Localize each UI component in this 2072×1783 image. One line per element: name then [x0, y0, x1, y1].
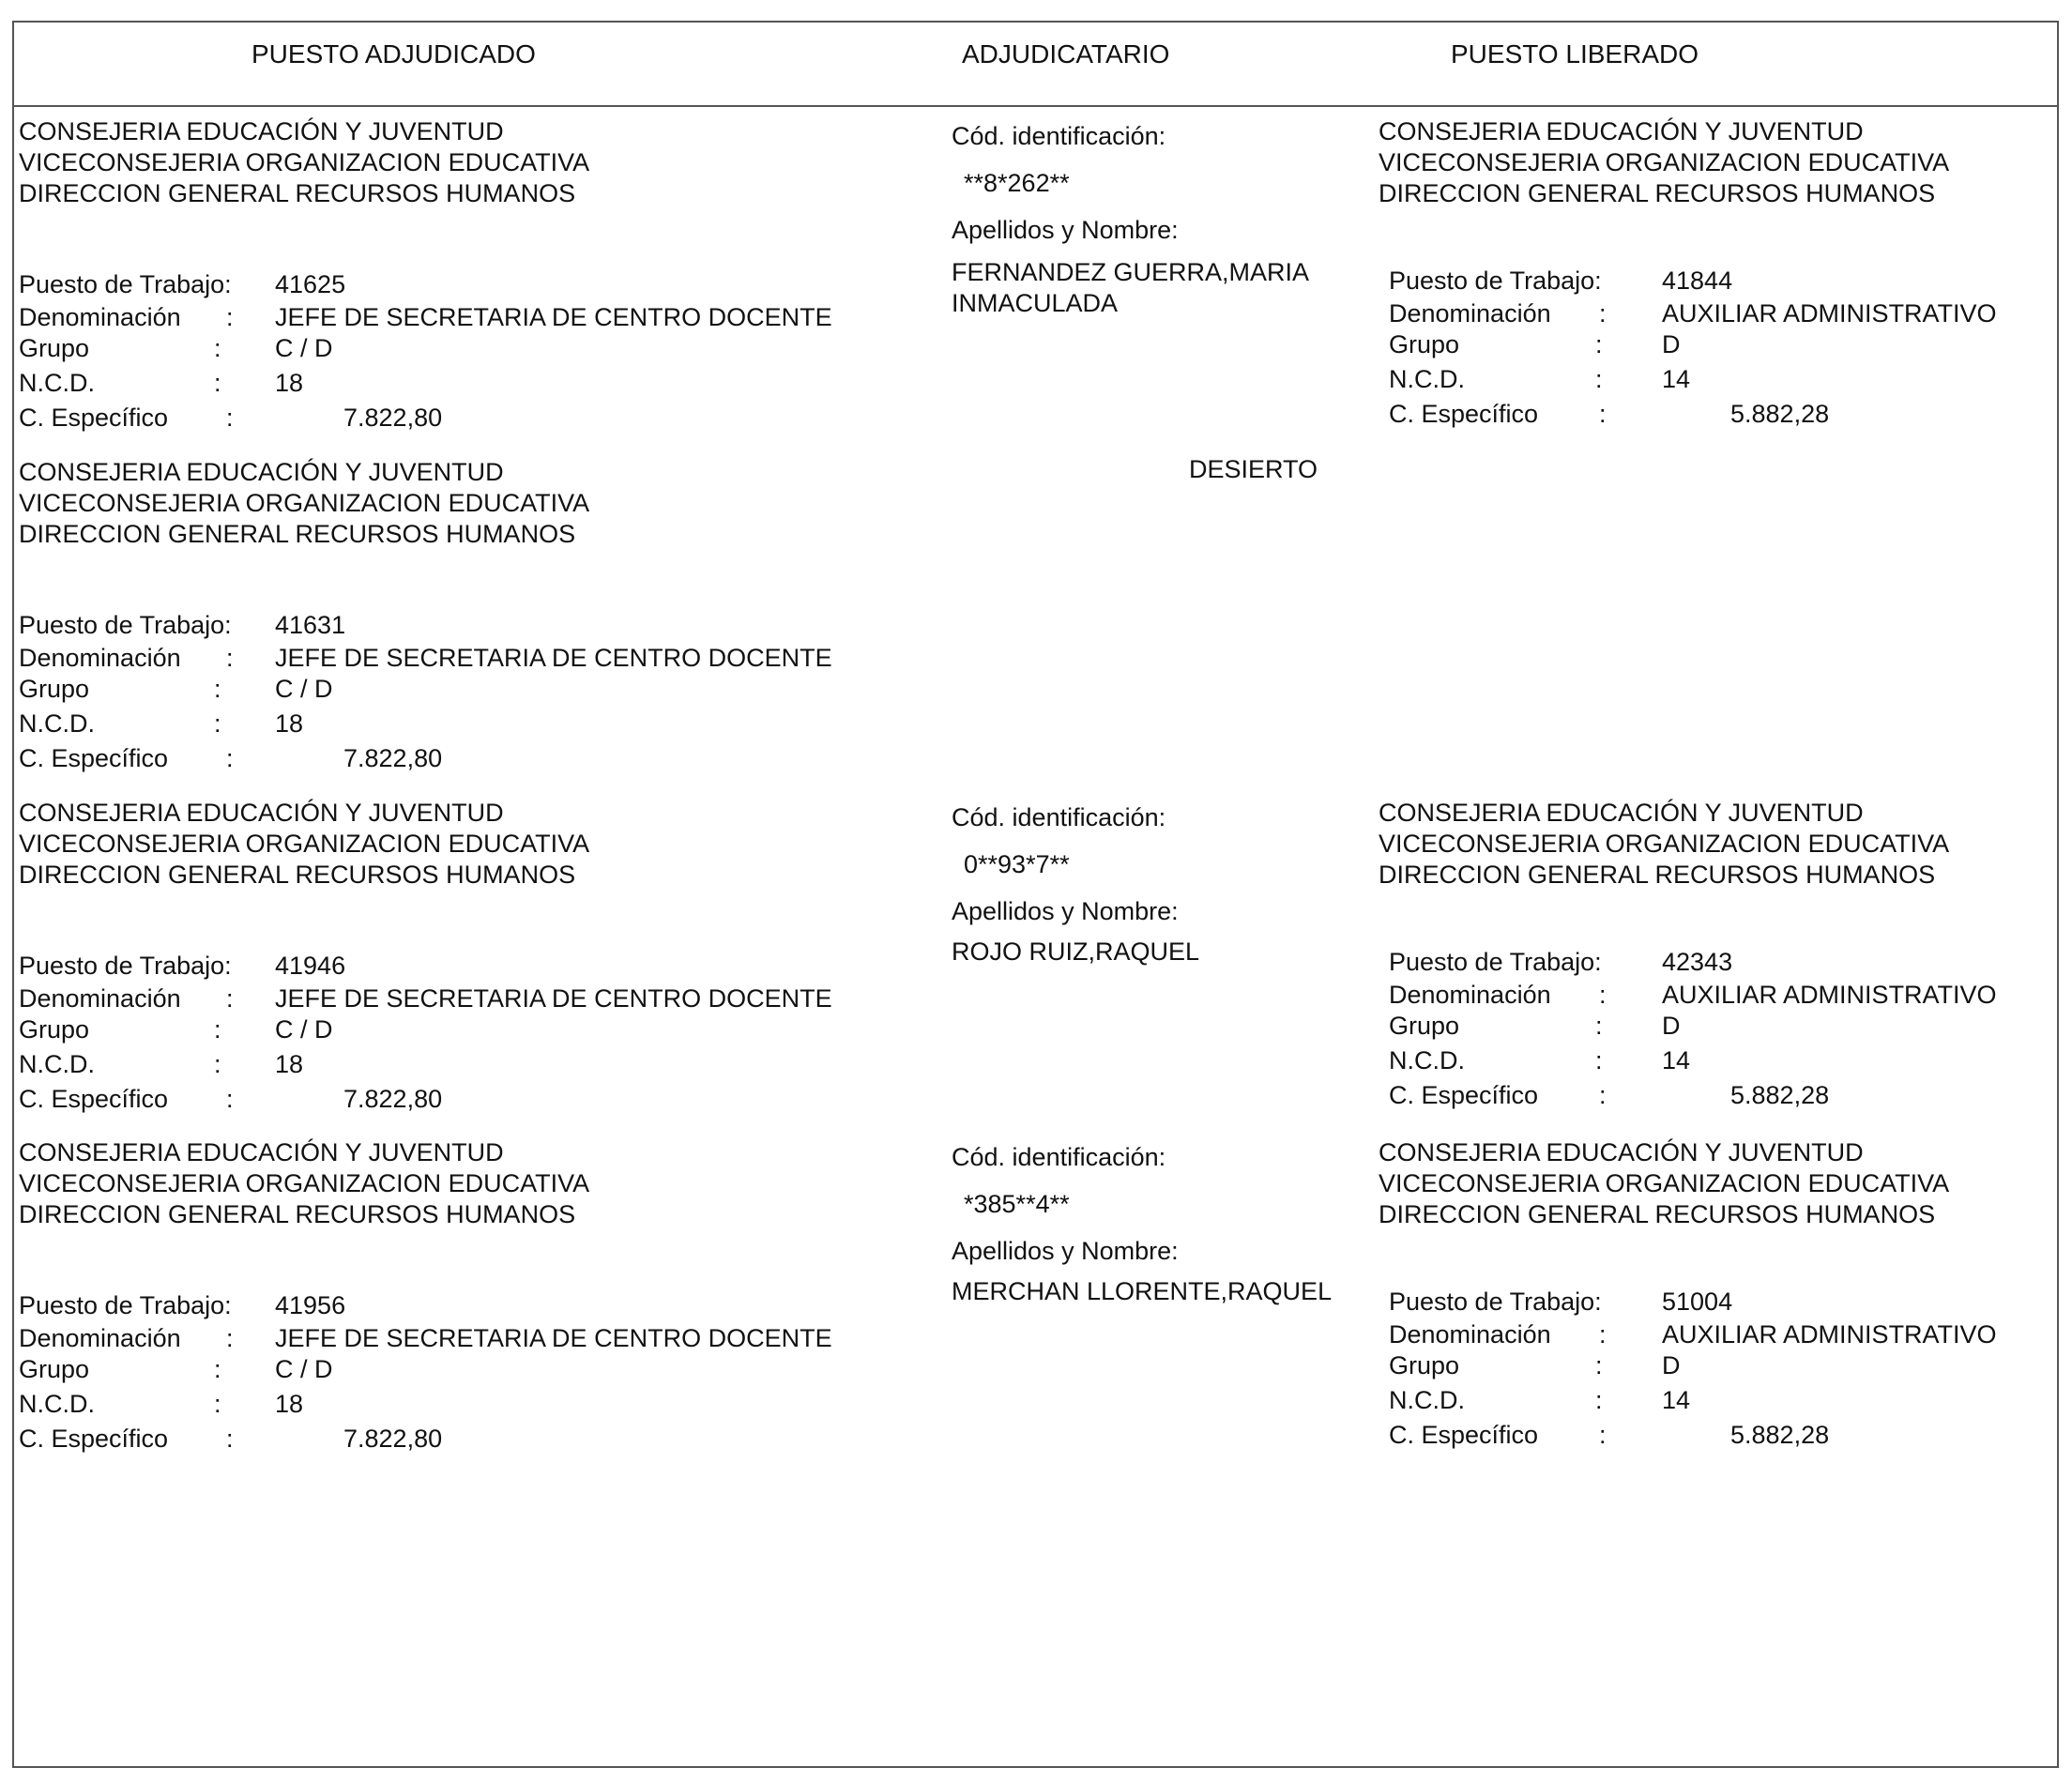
- nombre-line-2: INMACULADA: [952, 289, 1119, 317]
- grupo-value: D: [1662, 1351, 1681, 1379]
- nombre-line-1: FERNANDEZ GUERRA,MARIA: [952, 258, 1310, 286]
- grupo-value: D: [1662, 330, 1681, 358]
- puesto-label: Puesto de Trabajo:: [19, 270, 232, 298]
- grupo-label: Grupo: [19, 675, 90, 703]
- c-especifico-value: 7.822,80: [343, 1425, 443, 1453]
- puesto-value: 51004: [1662, 1288, 1733, 1316]
- ncd-label: N.C.D.: [19, 369, 95, 397]
- adjudicado-org-block: [19, 1137, 589, 1230]
- colon: :: [1595, 1012, 1603, 1040]
- ncd-label: N.C.D.: [19, 1390, 95, 1418]
- ncd-value: 18: [275, 709, 304, 738]
- denominacion-value: JEFE DE SECRETARIA DE CENTRO DOCENTE: [275, 644, 832, 672]
- c-especifico-value: 5.882,28: [1730, 1421, 1830, 1449]
- cod-identificacion-label: Cód. identificación:: [952, 122, 1166, 150]
- header-divider: [12, 105, 2059, 107]
- org-line: DIRECCION GENERAL RECURSOS HUMANOS: [19, 861, 576, 889]
- colon: :: [1599, 1320, 1607, 1349]
- colon: :: [1595, 365, 1603, 393]
- c-especifico-value: 7.822,80: [343, 744, 443, 772]
- denominacion-value: AUXILIAR ADMINISTRATIVO: [1662, 1320, 1997, 1349]
- ncd-value: 14: [1662, 1046, 1691, 1074]
- org-line: DIRECCION GENERAL RECURSOS HUMANOS: [19, 179, 576, 207]
- liberado-org-block: [1379, 116, 1949, 209]
- colon: :: [1595, 1046, 1603, 1074]
- c-especifico-value: 5.882,28: [1730, 1081, 1830, 1109]
- apellidos-nombre-label: Apellidos y Nombre:: [952, 216, 1179, 244]
- header-puesto-liberado: PUESTO LIBERADO: [1451, 39, 1699, 69]
- colon: :: [214, 369, 221, 397]
- puesto-value: 41946: [275, 952, 346, 980]
- denominacion-label: Denominación: [19, 984, 181, 1013]
- colon: :: [1599, 400, 1607, 428]
- c-especifico-label: C. Específico: [1389, 400, 1539, 428]
- org-line: VICECONSEJERIA ORGANIZACION EDUCATIVA: [1379, 830, 1950, 858]
- c-especifico-label: C. Específico: [19, 1425, 169, 1453]
- org-line: VICECONSEJERIA ORGANIZACION EDUCATIVA: [1379, 148, 1950, 176]
- colon: :: [214, 709, 221, 738]
- colon: :: [214, 1390, 221, 1418]
- puesto-value: 41844: [1662, 267, 1733, 295]
- colon: :: [226, 1425, 234, 1453]
- puesto-value: 42343: [1662, 948, 1733, 976]
- colon: :: [226, 644, 234, 672]
- ncd-value: 14: [1662, 1386, 1691, 1414]
- colon: :: [1595, 330, 1603, 358]
- grupo-label: Grupo: [19, 1015, 90, 1044]
- grupo-label: Grupo: [19, 334, 90, 362]
- colon: :: [214, 334, 221, 362]
- org-line: CONSEJERIA EDUCACIÓN Y JUVENTUD: [1379, 117, 1864, 145]
- denominacion-label: Denominación: [1389, 1320, 1551, 1349]
- colon: :: [1595, 1351, 1603, 1379]
- denominacion-value: AUXILIAR ADMINISTRATIVO: [1662, 981, 1997, 1009]
- grupo-value: D: [1662, 1012, 1681, 1040]
- org-line: DIRECCION GENERAL RECURSOS HUMANOS: [19, 1200, 576, 1228]
- puesto-label: Puesto de Trabajo:: [19, 611, 232, 639]
- cod-identificacion-value: **8*262**: [964, 169, 1070, 197]
- puesto-label: Puesto de Trabajo:: [1389, 948, 1602, 976]
- colon: :: [1595, 1386, 1603, 1414]
- ncd-value: 18: [275, 369, 304, 397]
- denominacion-label: Denominación: [19, 303, 181, 331]
- puesto-label: Puesto de Trabajo:: [19, 952, 232, 980]
- colon: :: [214, 1050, 221, 1078]
- denominacion-value: JEFE DE SECRETARIA DE CENTRO DOCENTE: [275, 1324, 832, 1352]
- grupo-label: Grupo: [1389, 1351, 1460, 1379]
- c-especifico-value: 5.882,28: [1730, 400, 1830, 428]
- denominacion-label: Denominación: [19, 644, 181, 672]
- colon: :: [1599, 299, 1607, 328]
- org-line: VICECONSEJERIA ORGANIZACION EDUCATIVA: [19, 830, 590, 858]
- grupo-label: Grupo: [19, 1355, 90, 1383]
- denominacion-label: Denominación: [19, 1324, 181, 1352]
- ncd-label: N.C.D.: [19, 709, 95, 738]
- colon: :: [226, 404, 234, 432]
- colon: :: [226, 1085, 234, 1113]
- liberado-org-block: [1379, 1137, 1949, 1230]
- adjudicado-org-block: [19, 798, 589, 891]
- org-line: DIRECCION GENERAL RECURSOS HUMANOS: [1379, 861, 1936, 889]
- colon: :: [1599, 1081, 1607, 1109]
- ncd-label: N.C.D.: [1389, 365, 1465, 393]
- grupo-value: C / D: [275, 1015, 333, 1044]
- apellidos-nombre-label: Apellidos y Nombre:: [952, 1237, 1179, 1265]
- c-especifico-value: 7.822,80: [343, 404, 443, 432]
- denominacion-label: Denominación: [1389, 981, 1551, 1009]
- header-puesto-adjudicado: PUESTO ADJUDICADO: [251, 39, 536, 69]
- puesto-label: Puesto de Trabajo:: [1389, 1288, 1602, 1316]
- ncd-label: N.C.D.: [19, 1050, 95, 1078]
- denominacion-value: JEFE DE SECRETARIA DE CENTRO DOCENTE: [275, 303, 832, 331]
- puesto-value: 41956: [275, 1291, 346, 1319]
- header-adjudicatario: ADJUDICATARIO: [962, 39, 1170, 69]
- liberado-org-block: [1379, 798, 1949, 891]
- adjudicado-org-block: [19, 457, 589, 550]
- cod-identificacion-value: *385**4**: [964, 1190, 1070, 1218]
- org-line: CONSEJERIA EDUCACIÓN Y JUVENTUD: [19, 458, 504, 486]
- c-especifico-value: 7.822,80: [343, 1085, 443, 1113]
- c-especifico-label: C. Específico: [19, 404, 169, 432]
- denominacion-label: Denominación: [1389, 299, 1551, 328]
- org-line: DIRECCION GENERAL RECURSOS HUMANOS: [1379, 179, 1936, 207]
- grupo-label: Grupo: [1389, 330, 1460, 358]
- puesto-value: 41625: [275, 270, 346, 298]
- cod-identificacion-value: 0**93*7**: [964, 850, 1070, 878]
- org-line: CONSEJERIA EDUCACIÓN Y JUVENTUD: [19, 1138, 504, 1166]
- colon: :: [1599, 1421, 1607, 1449]
- puesto-value: 41631: [275, 611, 346, 639]
- ncd-value: 14: [1662, 365, 1691, 393]
- c-especifico-label: C. Específico: [19, 744, 169, 772]
- puesto-label: Puesto de Trabajo:: [19, 1291, 232, 1319]
- colon: :: [1599, 981, 1607, 1009]
- colon: :: [226, 303, 234, 331]
- c-especifico-label: C. Específico: [1389, 1081, 1539, 1109]
- nombre-line-1: MERCHAN LLORENTE,RAQUEL: [952, 1277, 1333, 1305]
- org-line: DIRECCION GENERAL RECURSOS HUMANOS: [19, 520, 576, 548]
- puesto-label: Puesto de Trabajo:: [1389, 267, 1602, 295]
- c-especifico-label: C. Específico: [1389, 1421, 1539, 1449]
- ncd-value: 18: [275, 1050, 304, 1078]
- grupo-label: Grupo: [1389, 1012, 1460, 1040]
- ncd-value: 18: [275, 1390, 304, 1418]
- denominacion-value: JEFE DE SECRETARIA DE CENTRO DOCENTE: [275, 984, 832, 1013]
- org-line: CONSEJERIA EDUCACIÓN Y JUVENTUD: [19, 799, 504, 827]
- colon: :: [226, 1324, 234, 1352]
- grupo-value: C / D: [275, 1355, 333, 1383]
- ncd-label: N.C.D.: [1389, 1046, 1465, 1074]
- colon: :: [214, 1355, 221, 1383]
- grupo-value: C / D: [275, 334, 333, 362]
- ncd-label: N.C.D.: [1389, 1386, 1465, 1414]
- apellidos-nombre-label: Apellidos y Nombre:: [952, 897, 1179, 925]
- colon: :: [214, 675, 221, 703]
- org-line: DIRECCION GENERAL RECURSOS HUMANOS: [1379, 1200, 1936, 1228]
- nombre-line-1: ROJO RUIZ,RAQUEL: [952, 937, 1200, 966]
- org-line: CONSEJERIA EDUCACIÓN Y JUVENTUD: [1379, 1138, 1864, 1166]
- grupo-value: C / D: [275, 675, 333, 703]
- org-line: VICECONSEJERIA ORGANIZACION EDUCATIVA: [19, 148, 590, 176]
- org-line: VICECONSEJERIA ORGANIZACION EDUCATIVA: [19, 1169, 590, 1197]
- desierto-label: DESIERTO: [1189, 455, 1318, 483]
- denominacion-value: AUXILIAR ADMINISTRATIVO: [1662, 299, 1997, 328]
- colon: :: [226, 744, 234, 772]
- org-line: VICECONSEJERIA ORGANIZACION EDUCATIVA: [19, 489, 590, 517]
- colon: :: [226, 984, 234, 1013]
- cod-identificacion-label: Cód. identificación:: [952, 803, 1166, 831]
- colon: :: [214, 1015, 221, 1044]
- c-especifico-label: C. Específico: [19, 1085, 169, 1113]
- org-line: CONSEJERIA EDUCACIÓN Y JUVENTUD: [19, 117, 504, 145]
- cod-identificacion-label: Cód. identificación:: [952, 1143, 1166, 1171]
- org-line: CONSEJERIA EDUCACIÓN Y JUVENTUD: [1379, 799, 1864, 827]
- org-line: VICECONSEJERIA ORGANIZACION EDUCATIVA: [1379, 1169, 1950, 1197]
- adjudicado-org-block: [19, 116, 589, 209]
